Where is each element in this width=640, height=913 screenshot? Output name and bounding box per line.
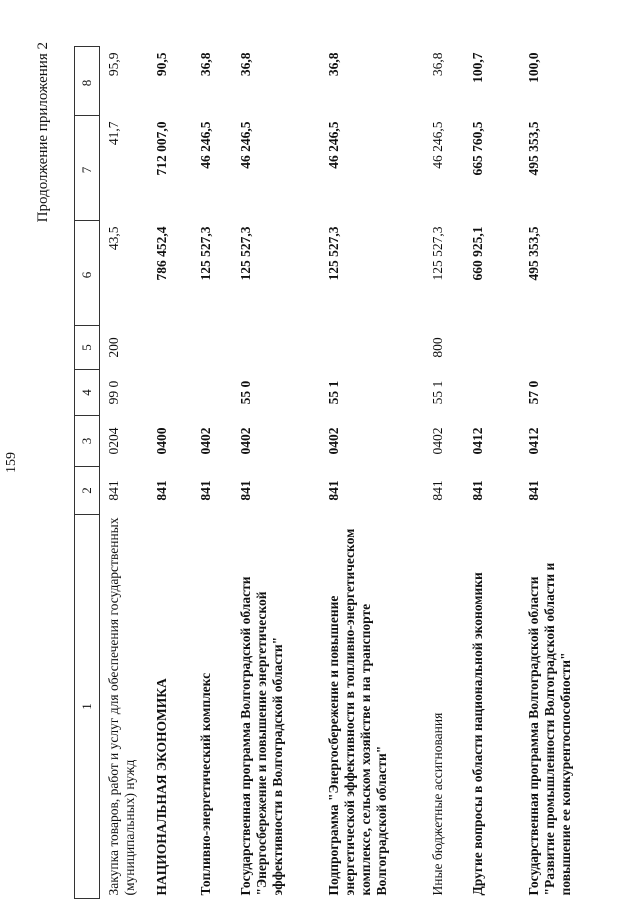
cell-col-6: 43,5	[106, 226, 121, 251]
cell-col-7: 495 353,5	[525, 121, 541, 176]
row-name-cell: Топливно-энергетический комплекс	[197, 672, 213, 896]
cell-col-2: 841	[429, 480, 445, 501]
row-name-cell: Закупка товаров, работ и услуг для обеспечения государственных (муниципальных) нужд	[106, 517, 137, 896]
cell-col-8: 36,8	[237, 52, 253, 77]
cell-col-4: 55 1	[325, 380, 341, 405]
cell-col-5: 200	[106, 337, 121, 358]
cell-col-4: 55 0	[237, 380, 253, 405]
row-name-cell: Другие вопросы в области национальной экономики	[469, 572, 485, 896]
col-header-6: 6	[75, 221, 100, 326]
cell-col-7: 41,7	[106, 121, 121, 146]
cell-col-8: 36,8	[197, 52, 213, 77]
continuation-heading: Продолжение приложения 2	[35, 42, 51, 223]
cell-col-4: 57 0	[525, 380, 541, 405]
cell-col-7: 46 246,5	[325, 121, 341, 169]
cell-col-5	[464, 326, 520, 370]
cell-col-3: 0412	[469, 427, 485, 455]
row-name-cell: Подпрограмма "Энергосбережение и повышение энергетической эффективности в топливно-энергетическом комплексе, сельском хозяйстве и на транспорте Волгоградской области"	[325, 528, 389, 896]
cell-col-2: 841	[237, 480, 253, 501]
table-row	[148, 47, 192, 899]
row-name-cell: НАЦИОНАЛЬНАЯ ЭКОНОМИКА	[153, 678, 169, 896]
cell-col-6: 125 527,3	[197, 226, 213, 281]
cell-col-6: 495 353,5	[525, 226, 541, 281]
cell-col-6: 786 452,4	[153, 226, 169, 281]
cell-col-6: 125 527,3	[429, 226, 445, 281]
cell-col-4: 55 1	[429, 380, 445, 405]
table-row	[464, 47, 520, 899]
cell-col-3: 0412	[525, 427, 541, 455]
col-header-3: 3	[75, 416, 100, 467]
cell-col-2: 841	[153, 480, 169, 501]
cell-col-3: 0204	[106, 427, 121, 455]
table-row	[232, 47, 320, 899]
table-row	[100, 47, 148, 899]
cell-col-7: 665 760,5	[469, 121, 485, 176]
cell-col-7: 712 007,0	[153, 121, 169, 176]
cell-col-8: 90,5	[153, 52, 169, 77]
table-row	[520, 47, 592, 899]
col-header-8: 8	[75, 47, 100, 116]
cell-col-5: 800	[429, 337, 445, 358]
col-header-1: 1	[75, 515, 100, 899]
cell-col-5	[148, 326, 192, 370]
cell-col-5	[192, 326, 232, 370]
cell-col-8: 95,9	[106, 52, 121, 77]
row-name-cell: Государственная программа Волгоградской области "Энергосбережение и повышение энергетической эффективности в Волгоградской области"	[237, 576, 285, 896]
table-row	[192, 47, 232, 899]
cell-col-7: 46 246,5	[237, 121, 253, 169]
column-number-row	[75, 47, 100, 899]
page-number: 159	[4, 452, 19, 473]
cell-col-7: 46 246,5	[197, 121, 213, 169]
cell-col-2: 841	[106, 480, 121, 501]
col-header-7: 7	[75, 116, 100, 221]
cell-col-4	[192, 370, 232, 416]
cell-col-6: 660 925,1	[469, 226, 485, 281]
cell-col-2: 841	[469, 480, 485, 501]
col-header-4: 4	[75, 370, 100, 416]
row-name-cell: Иные бюджетные ассигнования	[429, 712, 445, 896]
cell-col-6: 125 527,3	[325, 226, 341, 281]
row-name-cell: Государственная программа Волгоградской области "Развитие промышленности Волгоградской области и повышение ее конкурентоспособности"	[525, 562, 573, 896]
cell-col-3: 0402	[237, 427, 253, 455]
cell-col-2: 841	[525, 480, 541, 501]
col-header-5: 5	[75, 326, 100, 370]
cell-col-3: 0402	[197, 427, 213, 455]
cell-col-7: 46 246,5	[429, 121, 445, 169]
cell-col-6: 125 527,3	[237, 226, 253, 281]
cell-col-3: 0402	[325, 427, 341, 455]
cell-col-2: 841	[197, 480, 213, 501]
cell-col-3: 0402	[429, 427, 445, 455]
budget-table	[74, 46, 592, 899]
cell-col-4: 99 0	[106, 380, 121, 405]
cell-col-3: 0400	[153, 427, 169, 455]
col-header-2: 2	[75, 467, 100, 515]
cell-col-8: 100,7	[469, 52, 485, 83]
cell-col-5	[232, 326, 320, 370]
table-row	[320, 47, 424, 899]
cell-col-5	[320, 326, 424, 370]
cell-col-8: 36,8	[429, 52, 445, 77]
table-row	[424, 47, 464, 899]
cell-col-8: 36,8	[325, 52, 341, 77]
cell-col-8: 100,0	[525, 52, 541, 83]
cell-col-2: 841	[325, 480, 341, 501]
cell-col-4	[148, 370, 192, 416]
cell-col-4	[464, 370, 520, 416]
cell-col-5	[520, 326, 592, 370]
